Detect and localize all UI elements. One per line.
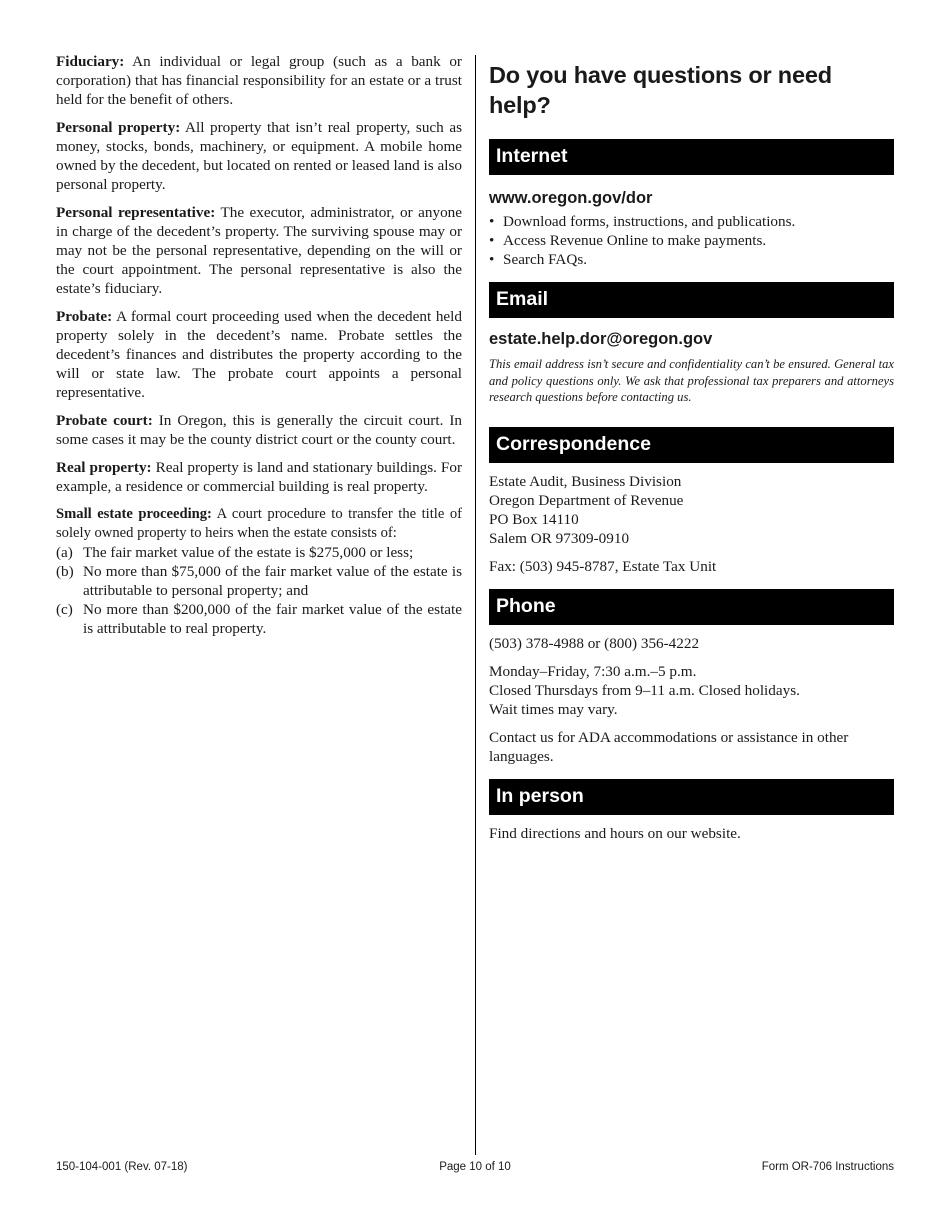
email-disclaimer: This email address isn’t secure and confidentiality can’t be ensured. General tax and policy questions only. We ask that professional tax preparers and attorneys research questions before contacting us.: [489, 357, 894, 404]
page-number: Page 10 of 10: [439, 1161, 511, 1173]
hours-line: Monday–Friday, 7:30 a.m.–5 p.m.: [489, 662, 697, 680]
help-heading: Do you have questions or need help?: [489, 62, 832, 118]
list-item: [489, 231, 894, 250]
website-link[interactable]: www.oregon.gov/dor: [489, 189, 653, 207]
in-person-section-header: In person: [489, 779, 894, 815]
condition-text: No more than $75,000 of the fair market value of the estate is attributable to personal property; and: [83, 563, 462, 599]
definition-text: Real property is land and stationary buildings. For example, a residence or commercial building is real property.: [56, 459, 463, 495]
definition-term: Small estate proceeding:: [56, 506, 212, 522]
definition-term: Probate:: [56, 308, 113, 325]
column-divider: [475, 55, 476, 1155]
fax-number: Fax: (503) 945-8787, Estate Tax Unit: [489, 557, 717, 575]
page-footer: [56, 1161, 894, 1177]
list-item: [56, 562, 462, 600]
condition-text: No more than $200,000 of the fair market value of the estate is attributable to real property.: [83, 601, 462, 637]
definition-term: Real property:: [56, 459, 152, 476]
bullet-text: Download forms, instructions, and publications.: [503, 213, 796, 230]
definition-term: Fiduciary:: [56, 53, 125, 70]
definition-small-estate-proceeding: [56, 505, 462, 543]
bullet-icon: •: [489, 232, 495, 249]
phone-hours: [489, 662, 894, 719]
address-line: PO Box 14110: [489, 510, 579, 528]
in-person-text: Find directions and hours on our website.: [489, 824, 741, 842]
bullet-text: Search FAQs.: [503, 251, 588, 268]
definition-text: All property that isn’t real property, such as money, stocks, bonds, machinery, or equipment. A mobile home owned by the decedent, but located on rented or leased land is also personal property.: [56, 119, 462, 193]
condition-text: The fair market value of the estate is $275,000 or less;: [83, 544, 414, 561]
list-item: [56, 600, 462, 638]
definition-text: A formal court proceeding used when the decedent held property solely in the decedent’s name. Probate settles the decedent’s finances and distributes the property according to the will or state law. The probate court appoints a personal representative.: [56, 308, 462, 401]
mailing-address: [489, 472, 894, 548]
glossary-column: [56, 52, 462, 638]
internet-bullet-list: [489, 212, 894, 269]
phone-section-header: Phone: [489, 589, 894, 625]
bullet-icon: •: [489, 251, 495, 268]
small-estate-conditions: [56, 543, 462, 638]
list-item: [56, 543, 462, 562]
condition-label: (b): [56, 563, 74, 580]
definition-term: Probate court:: [56, 412, 153, 429]
definition-text: The executor, administrator, or anyone in charge of the decedent’s property. The surviving spouse may or may not be the personal representative, depending on the will or the court appointment. The personal representative is also the estate’s fiduciary.: [56, 204, 463, 297]
definition-personal-property: [56, 118, 462, 194]
hours-line: Wait times may vary.: [489, 700, 618, 718]
bullet-icon: •: [489, 213, 495, 230]
definition-real-property: [56, 458, 462, 496]
email-section-header: Email: [489, 282, 894, 318]
condition-label: (a): [56, 544, 73, 561]
definition-text: A court procedure to transfer the title of solely owned property to heirs when the estate consists of:: [56, 506, 463, 541]
ada-note: Contact us for ADA accommodations or assistance in other languages.: [489, 728, 849, 765]
email-link[interactable]: estate.help.dor@oregon.gov: [489, 330, 713, 348]
correspondence-section-header: Correspondence: [489, 427, 894, 463]
hours-line: Closed Thursdays from 9–11 a.m. Closed holidays.: [489, 681, 800, 699]
definition-personal-representative: [56, 203, 462, 298]
definition-text: In Oregon, this is generally the circuit court. In some cases it may be the county district court or the county court.: [56, 412, 462, 448]
address-line: Estate Audit, Business Division: [489, 472, 682, 490]
definition-probate-court: [56, 411, 462, 449]
bullet-text: Access Revenue Online to make payments.: [503, 232, 767, 249]
address-line: Oregon Department of Revenue: [489, 491, 684, 509]
form-name: Form OR-706 Instructions: [761, 1161, 894, 1173]
address-line: Salem OR 97309-0910: [489, 529, 630, 547]
definition-fiduciary: [56, 52, 462, 109]
form-number: 150-104-001 (Rev. 07-18): [56, 1161, 188, 1173]
phone-numbers: (503) 378-4988 or (800) 356-4222: [489, 634, 700, 652]
help-column: [489, 56, 894, 843]
definition-term: Personal representative:: [56, 204, 216, 221]
internet-section-header: Internet: [489, 139, 894, 175]
condition-label: (c): [56, 601, 73, 618]
definition-text: An individual or legal group (such as a bank or corporation) that has financial responsibility for an estate or a trust held for the benefit of others.: [56, 53, 462, 108]
list-item: [489, 250, 894, 269]
definition-term: Personal property:: [56, 119, 181, 136]
list-item: [489, 212, 894, 231]
definition-probate: [56, 307, 462, 402]
